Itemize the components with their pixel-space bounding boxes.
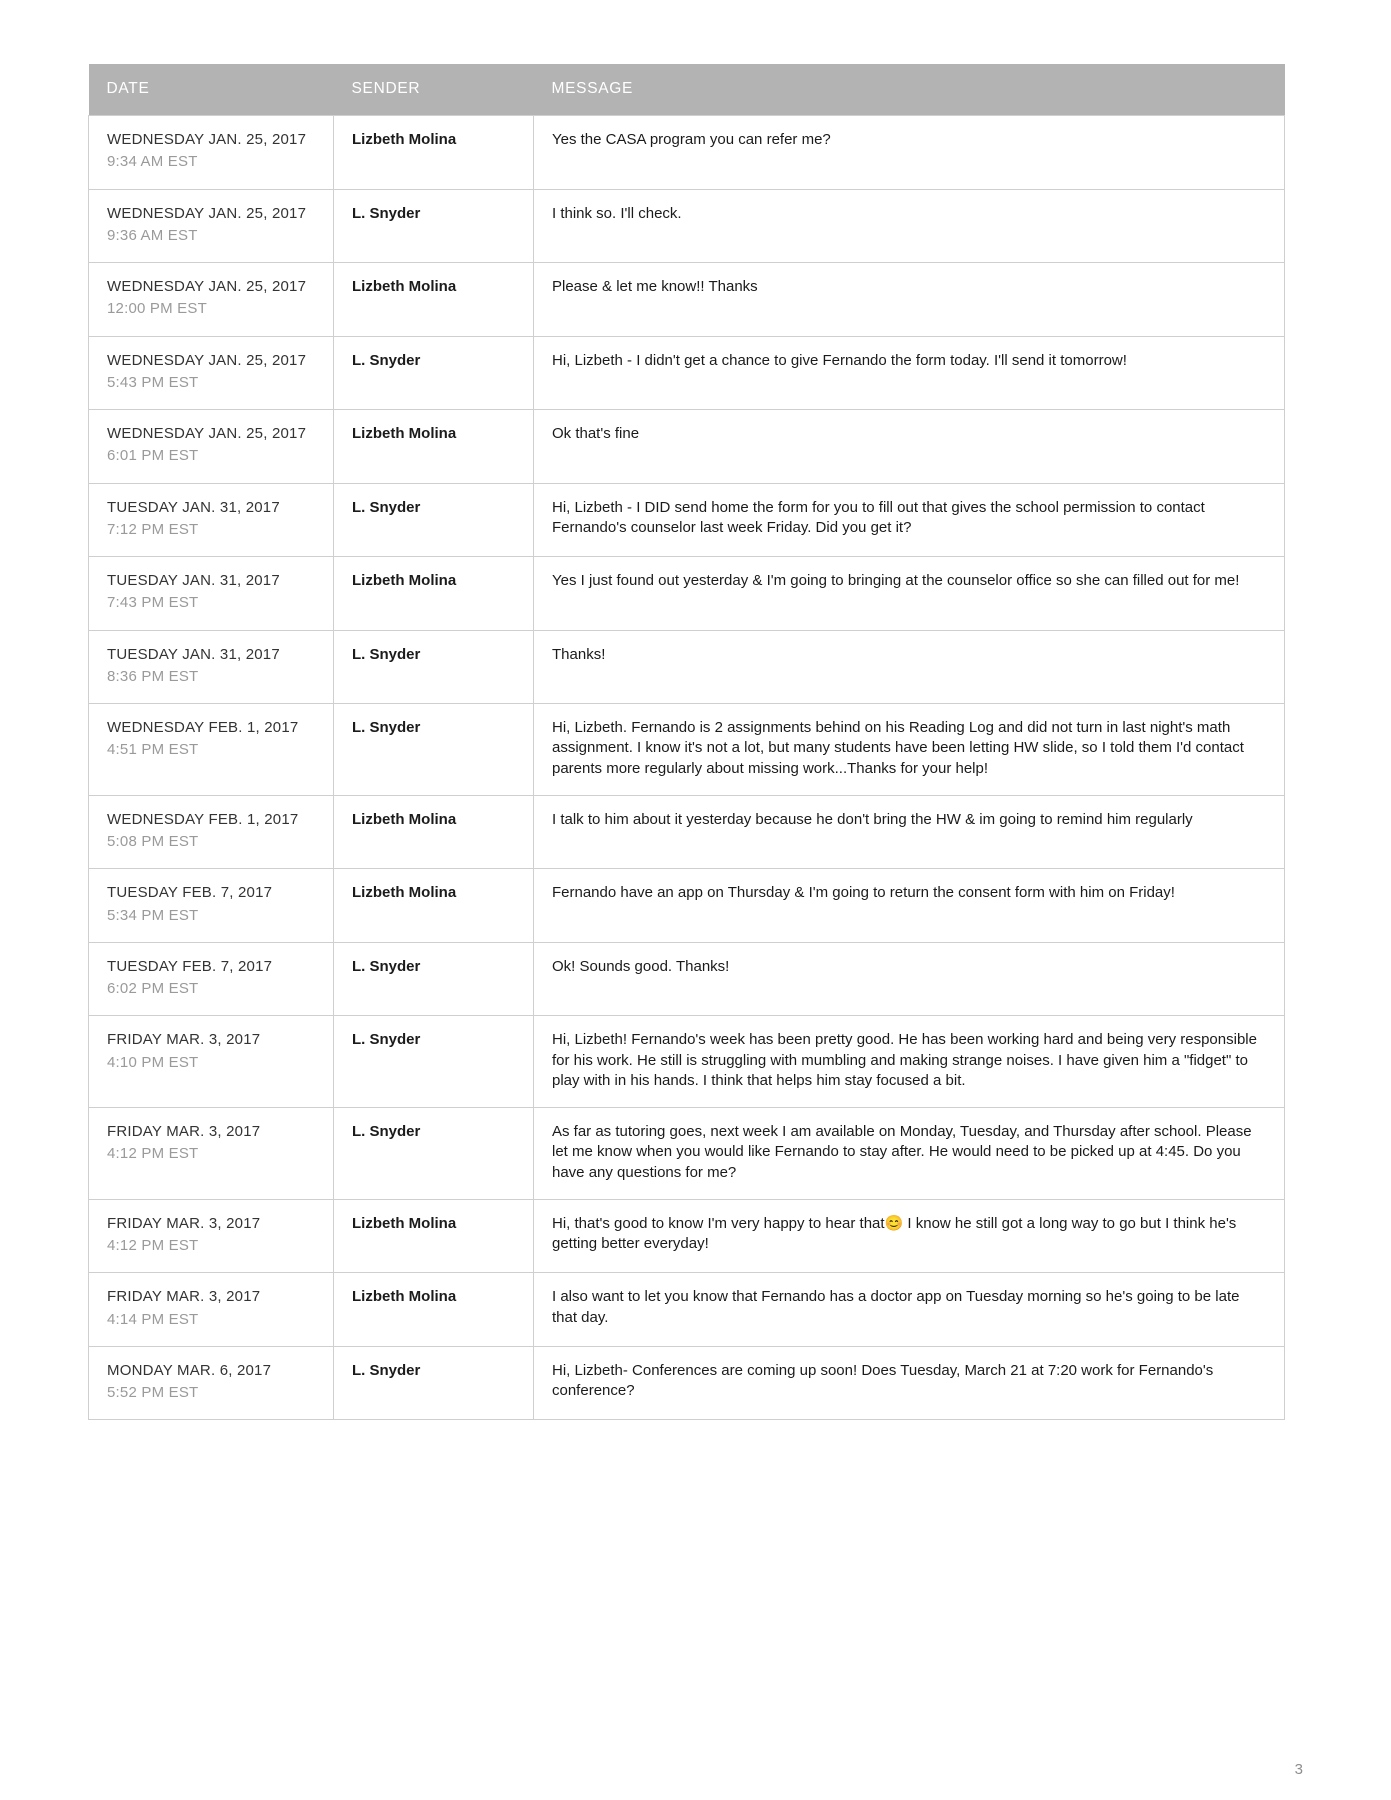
message-date-cell [89, 1108, 334, 1200]
message-text-cell: Ok that's fine [534, 410, 1285, 484]
message-date: TUESDAY JAN. 31, 2017 [107, 498, 280, 516]
message-sender-cell: L. Snyder [334, 704, 534, 796]
table-row [89, 116, 1285, 190]
message-time: 5:08 PM EST [107, 833, 199, 850]
message-sender-cell: L. Snyder [334, 1108, 534, 1200]
message-sender-cell: L. Snyder [334, 942, 534, 1016]
message-date-cell [89, 795, 334, 869]
message-sender-cell: L. Snyder [334, 336, 534, 410]
message-time: 12:00 PM EST [107, 300, 207, 318]
message-date: FRIDAY MAR. 3, 2017 [107, 1288, 261, 1306]
message-time: 4:14 PM EST [107, 1310, 199, 1328]
message-sender-cell: Lizbeth Molina [334, 1199, 534, 1273]
message-text-cell: Hi, Lizbeth. Fernando is 2 assignments behind on his Reading Log and did not turn in last night's math assignment. I know it's not a lot, but many students have been letting HW slide, so I told them I'd contact parents more regularly about missing work...Thanks for your help! [534, 704, 1285, 796]
message-date: WEDNESDAY JAN. 25, 2017 [107, 425, 307, 442]
table-body [89, 116, 1285, 1420]
column-header-sender: SENDER [334, 64, 534, 116]
message-time: 5:34 PM EST [107, 906, 199, 924]
message-sender-cell: Lizbeth Molina [334, 1273, 534, 1347]
table-row [89, 630, 1285, 704]
message-date: WEDNESDAY FEB. 1, 2017 [107, 719, 299, 736]
message-text-cell: Ok! Sounds good. Thanks! [534, 942, 1285, 1016]
table-header-row [89, 64, 1285, 116]
message-date-cell [89, 483, 334, 557]
message-date: TUESDAY FEB. 7, 2017 [107, 884, 273, 902]
message-date-cell [89, 630, 334, 704]
message-date-cell [89, 336, 334, 410]
message-text-cell: Please & let me know!! Thanks [534, 263, 1285, 337]
message-sender-cell: L. Snyder [334, 1346, 534, 1420]
message-date-cell [89, 704, 334, 796]
message-date-cell [89, 1199, 334, 1273]
message-date-cell [89, 189, 334, 263]
message-text-cell: Hi, that's good to know I'm very happy to hear that😊 I know he still got a long way to go but I think he's getting better everyday! [534, 1199, 1285, 1273]
message-text-cell: Yes I just found out yesterday & I'm going to bringing at the counselor office so she can filled out for me! [534, 557, 1285, 631]
page-number: 3 [1294, 1761, 1303, 1778]
message-date: WEDNESDAY JAN. 25, 2017 [107, 278, 307, 295]
message-date: WEDNESDAY JAN. 25, 2017 [107, 204, 307, 222]
message-time: 9:36 AM EST [107, 226, 198, 244]
message-text-cell: Hi, Lizbeth - I DID send home the form for you to fill out that gives the school permission to contact Fernando's counselor last week Friday. Did you get it? [534, 483, 1285, 557]
message-date-cell [89, 1016, 334, 1108]
message-sender-cell: L. Snyder [334, 630, 534, 704]
message-sender-cell: L. Snyder [334, 483, 534, 557]
table-row [89, 704, 1285, 796]
message-time: 6:01 PM EST [107, 447, 199, 465]
message-sender-cell: Lizbeth Molina [334, 795, 534, 869]
table-row [89, 1016, 1285, 1108]
message-date: TUESDAY JAN. 31, 2017 [107, 645, 280, 663]
table-row [89, 483, 1285, 557]
message-sender-cell: Lizbeth Molina [334, 116, 534, 190]
message-time: 4:12 PM EST [107, 1145, 199, 1163]
column-header-message: MESSAGE [534, 64, 1285, 116]
message-date-cell [89, 869, 334, 943]
message-sender-cell: Lizbeth Molina [334, 410, 534, 484]
message-time: 4:51 PM EST [107, 741, 199, 759]
table-row [89, 869, 1285, 943]
table-row [89, 1273, 1285, 1347]
message-date: TUESDAY FEB. 7, 2017 [107, 957, 273, 975]
message-time: 5:52 PM EST [107, 1384, 199, 1401]
message-time: 5:43 PM EST [107, 373, 199, 391]
message-date-cell [89, 263, 334, 337]
message-date-cell [89, 1346, 334, 1420]
message-time: 6:02 PM EST [107, 980, 199, 997]
message-text-cell: I think so. I'll check. [534, 189, 1285, 263]
message-time: 7:12 PM EST [107, 520, 199, 538]
table-row [89, 263, 1285, 337]
message-date: TUESDAY JAN. 31, 2017 [107, 572, 280, 589]
message-date: MONDAY MAR. 6, 2017 [107, 1361, 272, 1379]
table-row [89, 557, 1285, 631]
table-row [89, 189, 1285, 263]
message-date-cell [89, 116, 334, 190]
message-date: WEDNESDAY JAN. 25, 2017 [107, 131, 307, 148]
table-row [89, 410, 1285, 484]
message-time: 9:34 AM EST [107, 153, 198, 171]
message-text-cell: Hi, Lizbeth! Fernando's week has been pretty good. He has been working hard and being very responsible for his work. He still is struggling with mumbling and making strange noises. I have given him a "fidget" to play with in his hands. I think that helps him stay focused a bit. [534, 1016, 1285, 1108]
message-text-cell: Hi, Lizbeth - I didn't get a chance to give Fernando the form today. I'll send it tomorrow! [534, 336, 1285, 410]
message-sender-cell: L. Snyder [334, 189, 534, 263]
message-date-cell [89, 557, 334, 631]
message-date: FRIDAY MAR. 3, 2017 [107, 1031, 261, 1049]
table-row [89, 1108, 1285, 1200]
message-text-cell: Fernando have an app on Thursday & I'm going to return the consent form with him on Friday! [534, 869, 1285, 943]
message-text-cell: As far as tutoring goes, next week I am available on Monday, Tuesday, and Thursday after school. Please let me know when you would like Fernando to stay after. He would need to be picked up at 4:45. Do you have any questions for me? [534, 1108, 1285, 1200]
message-text-cell: Yes the CASA program you can refer me? [534, 116, 1285, 190]
table-header [89, 64, 1285, 116]
message-text-cell: I also want to let you know that Fernando has a doctor app on Tuesday morning so he's going to be late that day. [534, 1273, 1285, 1347]
message-date-cell [89, 410, 334, 484]
table-row [89, 1199, 1285, 1273]
column-header-date: DATE [89, 64, 334, 116]
message-date: FRIDAY MAR. 3, 2017 [107, 1123, 261, 1140]
message-time: 4:10 PM EST [107, 1053, 199, 1071]
message-sender-cell: L. Snyder [334, 1016, 534, 1108]
message-time: 8:36 PM EST [107, 667, 199, 685]
message-date: WEDNESDAY FEB. 1, 2017 [107, 810, 299, 828]
message-date-cell [89, 1273, 334, 1347]
table-row [89, 795, 1285, 869]
table-row [89, 942, 1285, 1016]
message-sender-cell: Lizbeth Molina [334, 869, 534, 943]
message-text-cell: Hi, Lizbeth- Conferences are coming up soon! Does Tuesday, March 21 at 7:20 work for Fernando's conference? [534, 1346, 1285, 1420]
message-text-cell: I talk to him about it yesterday because he don't bring the HW & im going to remind him regularly [534, 795, 1285, 869]
message-sender-cell: Lizbeth Molina [334, 557, 534, 631]
table-row [89, 1346, 1285, 1420]
message-time: 4:12 PM EST [107, 1237, 199, 1254]
message-date: FRIDAY MAR. 3, 2017 [107, 1214, 261, 1232]
message-log-table [88, 64, 1285, 1420]
message-date-cell [89, 942, 334, 1016]
message-text-cell: Thanks! [534, 630, 1285, 704]
message-time: 7:43 PM EST [107, 594, 199, 612]
message-date: WEDNESDAY JAN. 25, 2017 [107, 351, 307, 369]
message-sender-cell: Lizbeth Molina [334, 263, 534, 337]
table-row [89, 336, 1285, 410]
